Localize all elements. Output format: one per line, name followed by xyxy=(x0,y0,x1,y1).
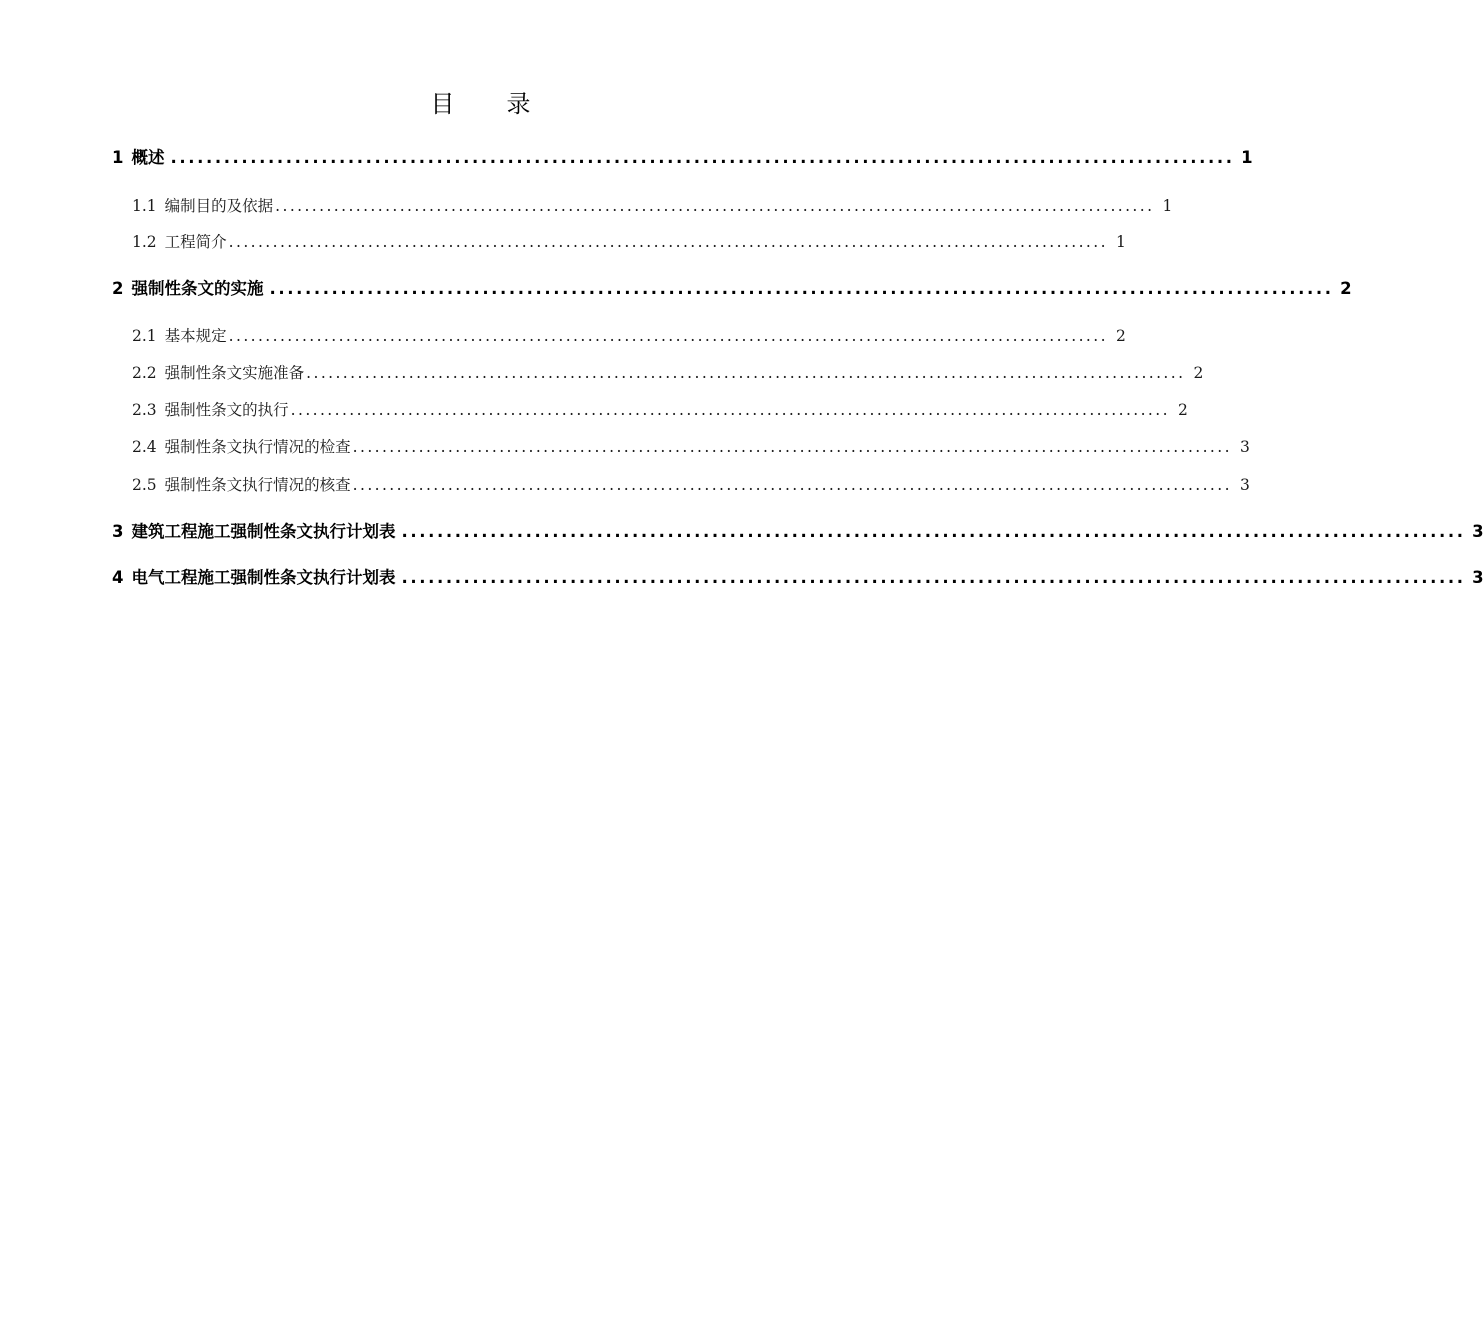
toc-entry-number: 2.2 xyxy=(132,364,157,382)
toc-entry-number: 1.1 xyxy=(132,197,157,215)
toc-entry-text: 建筑工程施工强制性条文执行计划表 xyxy=(131,522,396,541)
toc-entry[interactable] xyxy=(112,398,1188,422)
toc-entry-text: 概述 xyxy=(131,148,165,167)
toc-leader-dots: ........................................................................................................................ xyxy=(401,568,1466,587)
toc-leader-dots: ........................................................................................................................ xyxy=(352,476,1232,494)
toc-leader-dots: ........................................................................................................................ xyxy=(228,327,1108,345)
toc-entry-text: 强制性条文执行情况的检查 xyxy=(164,438,351,456)
toc-entry-page-number: 1 xyxy=(1116,233,1126,251)
toc-entry-heading xyxy=(112,520,395,544)
toc-entry-number: 1.2 xyxy=(132,233,157,251)
toc-entry-number: 1 xyxy=(112,148,124,167)
toc-entry-page-number: 3 xyxy=(1472,522,1484,541)
toc-leader-dots: ........................................................................................................................ xyxy=(275,197,1155,215)
toc-entry-number: 2 xyxy=(112,279,124,298)
toc-entry[interactable] xyxy=(112,146,1253,170)
toc-leader-dots: ........................................................................................................................ xyxy=(228,233,1108,251)
toc-entry-heading xyxy=(112,277,263,301)
toc-entry-text: 编制目的及依据 xyxy=(164,197,274,215)
toc-entry-number: 2.3 xyxy=(132,401,157,419)
toc-entry[interactable] xyxy=(112,324,1126,348)
toc-leader-dots: ........................................................................................................................ xyxy=(269,279,1334,298)
toc-entry-heading xyxy=(132,324,227,348)
toc-leader-dots: ........................................................................................................................ xyxy=(352,438,1232,456)
toc-entry-heading xyxy=(132,361,304,385)
toc-entry[interactable] xyxy=(112,361,1204,385)
toc-entry-heading xyxy=(112,146,164,170)
toc-title: 目 录 xyxy=(430,90,545,118)
toc-entry-page-number: 1 xyxy=(1241,148,1253,167)
toc-entry[interactable] xyxy=(112,435,1250,459)
toc-entry-heading xyxy=(132,435,351,459)
toc-entry-heading xyxy=(132,194,273,218)
toc-entry-number: 4 xyxy=(112,568,124,587)
toc-leader-dots: ........................................................................................................................ xyxy=(170,148,1235,167)
toc-entry-page-number: 2 xyxy=(1116,327,1126,345)
toc-entry[interactable] xyxy=(112,520,1484,544)
toc-entry-page-number: 3 xyxy=(1240,438,1250,456)
toc-entry-page-number: 3 xyxy=(1240,476,1250,494)
toc-entry-page-number: 1 xyxy=(1162,197,1173,215)
toc-entry-text: 强制性条文执行情况的核查 xyxy=(164,476,351,494)
toc-entry-text: 基本规定 xyxy=(164,327,227,345)
toc-entry-text: 强制性条文的实施 xyxy=(131,279,264,298)
toc-entry-number: 3 xyxy=(112,522,124,541)
toc-entry-number: 2.4 xyxy=(132,438,157,456)
toc-entry-heading xyxy=(132,398,289,422)
toc-leader-dots: ........................................................................................................................ xyxy=(290,401,1170,419)
toc-leader-dots: ........................................................................................................................ xyxy=(306,364,1186,382)
toc-entry-heading xyxy=(112,566,395,590)
toc-entry-text: 电气工程施工强制性条文执行计划表 xyxy=(131,568,396,587)
toc-entry-text: 工程简介 xyxy=(164,233,227,251)
toc-entry[interactable] xyxy=(112,194,1173,218)
toc-entry-heading xyxy=(132,473,351,497)
toc-entry-text: 强制性条文的执行 xyxy=(164,401,289,419)
toc-entry-page-number: 2 xyxy=(1178,401,1188,419)
toc-entry[interactable] xyxy=(112,230,1126,254)
toc-entry-page-number: 3 xyxy=(1472,568,1484,587)
toc-entry-text: 强制性条文实施准备 xyxy=(164,364,305,382)
toc-leader-dots: ........................................................................................................................ xyxy=(401,522,1466,541)
toc-entry[interactable] xyxy=(112,277,1352,301)
toc-entry[interactable] xyxy=(112,566,1484,590)
toc-entry-number: 2.5 xyxy=(132,476,157,494)
toc-entry-heading xyxy=(132,230,227,254)
toc-entry-page-number: 2 xyxy=(1193,364,1204,382)
toc-entry-page-number: 2 xyxy=(1340,279,1352,298)
toc-entry[interactable] xyxy=(112,473,1250,497)
toc-entry-number: 2.1 xyxy=(132,327,157,345)
